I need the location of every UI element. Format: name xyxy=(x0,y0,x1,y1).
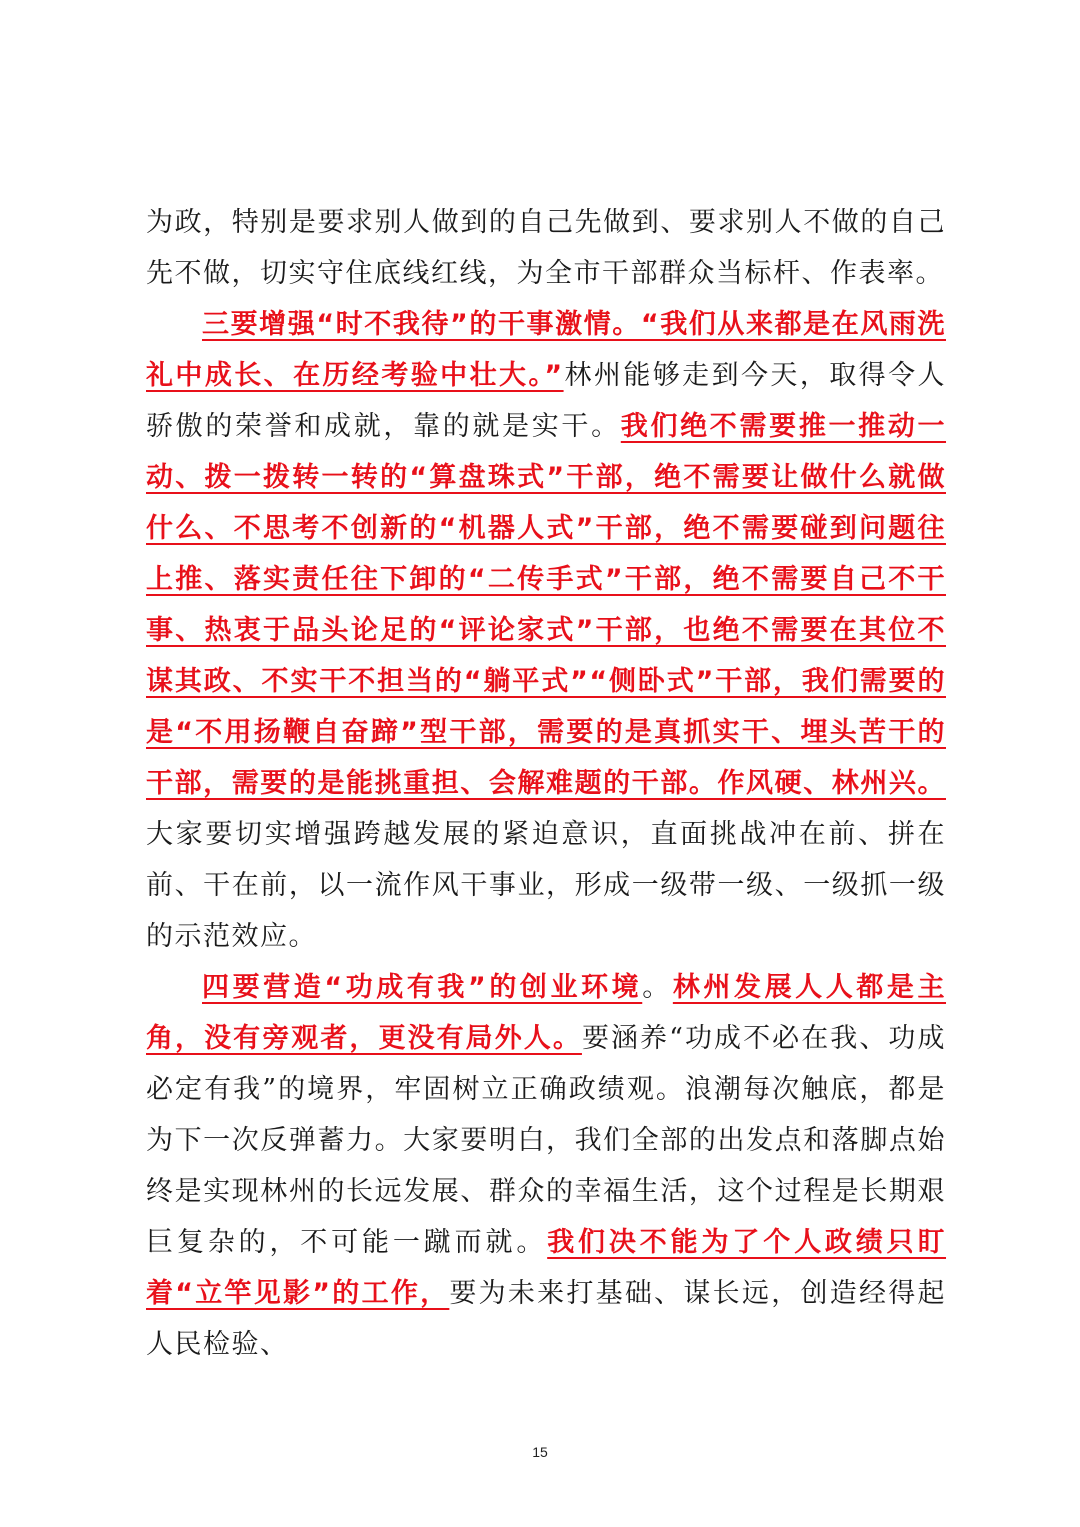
page-number: 15 xyxy=(532,1444,548,1460)
paragraph-continuation xyxy=(146,197,946,299)
text-segment: 大家要切实增强跨越发展的紧迫意识，直面挑战冲在前、拼在前、干在前，以一流作风干事业，形成一级带一级、一级抓一级的示范效应。 xyxy=(146,819,946,952)
text-segment: 为政，特别是要求别人做到的自己先做到、要求别人不做的自己先不做，切实守住底线红线，为全市干部群众当标杆、作表率。 xyxy=(146,207,946,289)
highlighted-text: 我们决不能为了个人政绩只盯着“立竿见影”的工作， xyxy=(146,1227,947,1309)
highlighted-text: 三要增强“时不我待”的干事激情。“我们从来都是在风雨洗礼中成长、在历经考验中壮大。” xyxy=(146,309,946,391)
body-text xyxy=(146,197,946,1370)
text-segment: 。 xyxy=(642,972,673,1003)
paragraph-four xyxy=(146,962,946,1370)
text-segment: 要涵养“功成不必在我、功成必定有我”的境界，牢固树立正确政绩观。浪潮每次触底，都是为下一次反弹蓄力。大家要明白，我们全部的出发点和落脚点始终是实现林州的长远发展、群众的幸福生活，这个过程是长期艰巨复杂的，不可能一蹴而就。 xyxy=(146,1023,946,1258)
paragraph-three xyxy=(146,299,946,962)
text-segment: 要为未来打基础、谋长远，创造经得起人民检验、 xyxy=(146,1278,946,1360)
highlighted-text: 四要营造“功成有我”的创业环境 xyxy=(202,972,643,1003)
highlighted-text: 我们绝不需要推一推动一动、拨一拨转一转的“算盘珠式”干部，绝不需要让做什么就做什么、不思考不创新的“机器人式”干部，绝不需要碰到问题往上推、落实责任往下卸的“二传手式”干部，绝不需要自己不干事、热衷于品头论足的“评论家式”干部，也绝不需要在其位不谋其政、不实干不担当的“躺平式”“侧卧式”干部，我们需要的是“不用扬鞭自奋蹄”型干部，需要的是真抓实干、埋头苦干的干部，需要的是能挑重担、会解难题的干部。作风硬、林州兴。 xyxy=(146,411,947,799)
text-segment: 林州能够走到今天，取得令人骄傲的荣誉和成就，靠的就是实干。 xyxy=(146,360,946,442)
highlighted-text: 林州发展人人都是主角，没有旁观者，更没有局外人。 xyxy=(146,972,947,1054)
